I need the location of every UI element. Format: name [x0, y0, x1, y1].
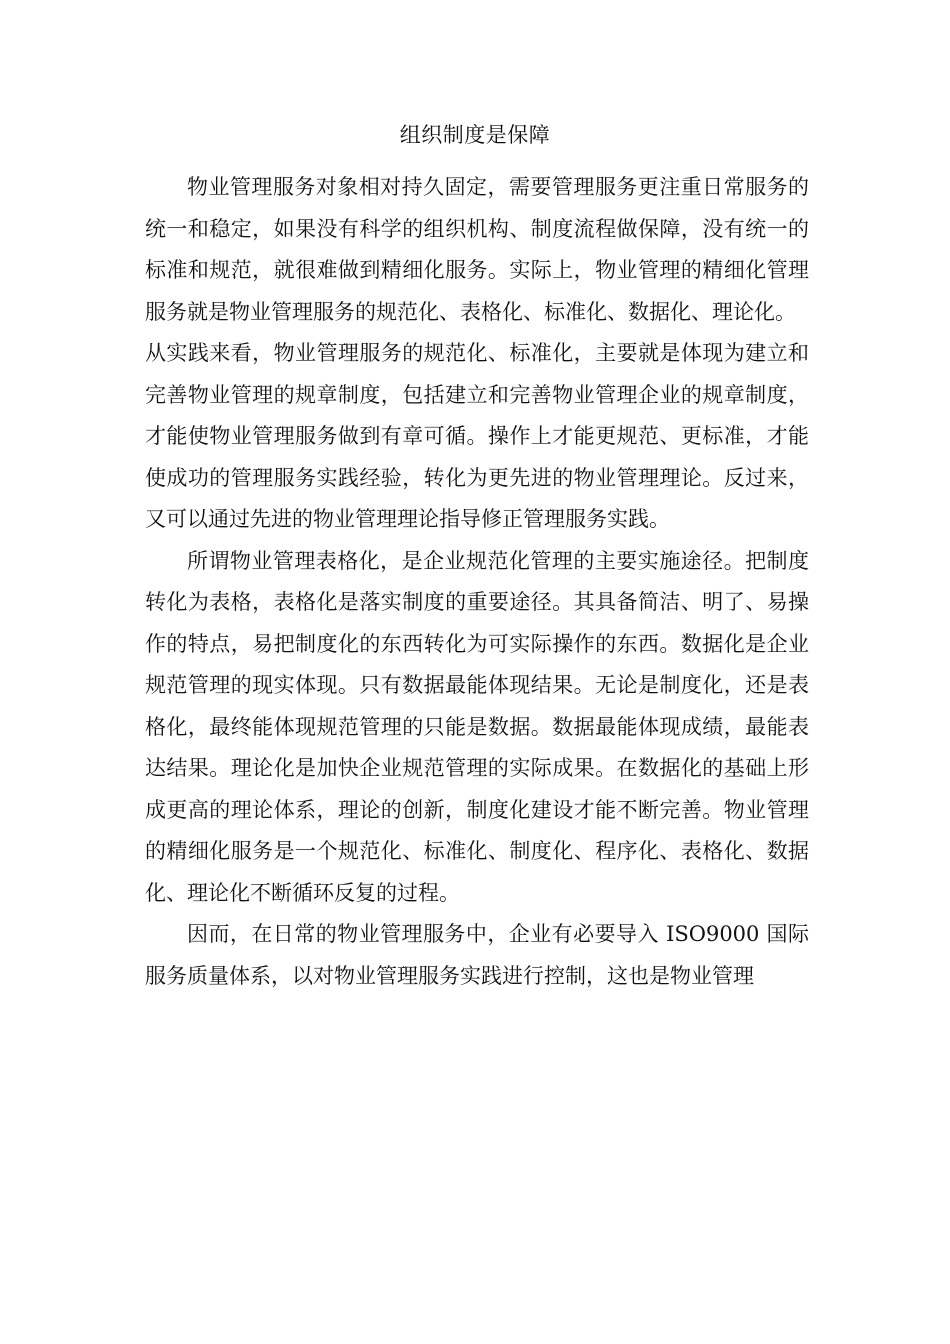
- document-body: [145, 167, 809, 997]
- paragraph-4: 因而，在日常的物业管理服务中，企业有必要导入 ISO9000 国际服务质量体系，以对物业管理服务实践进行控制，这也是物业管理: [145, 922, 809, 988]
- document-title: 组织制度是保障: [399, 123, 551, 147]
- paragraph-2: 从实践来看，物业管理服务的规范化、标准化，主要就是体现为建立和完善物业管理的规章制度，包括建立和完善物业管理企业的规章制度，才能使物业管理服务做到有章可循。操作上才能更规范、更标准，才能使成功的管理服务实践经验，转化为更先进的物业管理理论。反过来，又可以通过先进的物业管理理论指导修正管理服务实践。: [145, 341, 809, 531]
- paragraph-1: 物业管理服务对象相对持久固定，需要管理服务更注重日常服务的统一和稳定，如果没有科学的组织机构、制度流程做保障，没有统一的标准和规范，就很难做到精细化服务。实际上，物业管理的精细化管理服务就是物业管理服务的规范化、表格化、标准化、数据化、理论化。: [145, 175, 809, 324]
- paragraph-3: 所谓物业管理表格化，是企业规范化管理的主要实施途径。把制度转化为表格，表格化是落实制度的重要途径。其具备简洁、明了、易操作的特点，易把制度化的东西转化为可实际操作的东西。数据化是企业规范管理的现实体现。只有数据最能体现结果。无论是制度化，还是表格化，最终能体现规范管理的只能是数据。数据最能体现成绩，最能表达结果。理论化是加快企业规范管理的实际成果。在数据化的基础上形成更高的理论体系，理论的创新，制度化建设才能不断完善。物业管理的精细化服务是一个规范化、标准化、制度化、程序化、表格化、数据化、理论化不断循环反复的过程。: [145, 548, 809, 905]
